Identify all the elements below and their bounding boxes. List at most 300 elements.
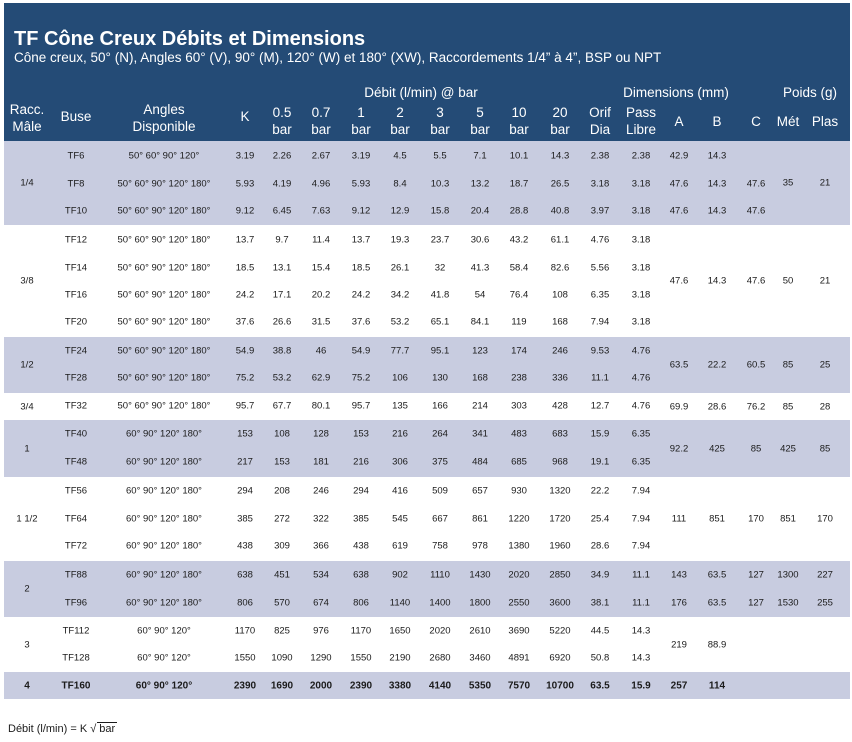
cell-p5: 123 [472, 345, 488, 357]
cell-racc-male: 3/4 [20, 401, 34, 412]
cell-buse: TF160 [61, 680, 91, 692]
cell-p05: 9.7 [275, 234, 289, 246]
cell-group-c: 76.2 [746, 401, 766, 412]
cell-p07: 62.9 [311, 372, 331, 384]
col-p05-line2: bar [272, 122, 292, 137]
cell-p2: 1650 [389, 625, 411, 637]
cell-orif: 12.7 [590, 400, 610, 412]
cell-p20: 428 [552, 400, 568, 412]
cell-p20: 1720 [549, 513, 571, 525]
col-p2-line1: 2 [396, 105, 404, 120]
cell-p2: 3380 [388, 680, 412, 692]
cell-p1: 9.12 [351, 205, 371, 217]
cell-angles: 60° 90° 120° [137, 652, 191, 664]
cell-p1: 2390 [349, 680, 373, 692]
cell-angles: 50° 60° 90° 120° 180° [117, 400, 211, 412]
cell-buse: TF28 [64, 372, 88, 384]
cell-c: 47.6 [746, 205, 766, 217]
cell-p2: 8.4 [393, 178, 407, 190]
cell-p1: 806 [353, 597, 369, 609]
cell-c: 127 [748, 597, 764, 609]
col-p1-line2: bar [351, 122, 371, 137]
col-p07-line2: bar [311, 122, 331, 137]
col-angles-line1: Angles [143, 102, 185, 117]
data-table [4, 141, 850, 700]
cell-group-c: 85 [750, 443, 762, 454]
cell-group-a: 47.6 [669, 275, 689, 287]
cell-pass: 4.76 [631, 400, 651, 412]
cell-p05: 4.19 [272, 178, 292, 190]
cell-p1: 216 [353, 456, 369, 468]
cell-k: 18.5 [235, 262, 255, 274]
cell-group-met: 425 [780, 443, 796, 454]
cell-p5: 13.2 [470, 178, 490, 190]
cell-p07: 11.4 [312, 234, 330, 246]
cell-orif: 50.8 [590, 652, 610, 664]
cell-group-b: 28.6 [707, 401, 727, 412]
cell-p10: 58.4 [509, 262, 529, 274]
cell-p5: 168 [472, 372, 488, 384]
cell-buse: TF88 [64, 569, 88, 581]
cell-plas: 227 [817, 569, 833, 581]
page-subtitle: Cône creux, 50° (N), Angles 60° (V), 90° (M), 120° (W) et 180° (XW), Raccordements 1/4” à 4”, BSP ou NPT [14, 50, 662, 65]
cell-p05: 13.1 [272, 262, 292, 274]
cell-a: 257 [670, 680, 688, 692]
cell-pass: 15.9 [631, 680, 651, 692]
cell-buse: TF72 [64, 540, 88, 552]
cell-p10: 43.2 [509, 234, 529, 246]
cell-p07: 181 [313, 456, 329, 468]
cell-p10: 174 [511, 345, 527, 357]
cell-group-b: 425 [709, 443, 725, 454]
cell-p05: 108 [274, 428, 290, 440]
col-plas: Plas [811, 114, 839, 129]
cell-p10: 303 [511, 400, 527, 412]
cell-p5: 1800 [469, 597, 491, 609]
cell-p20: 2850 [549, 569, 571, 581]
cell-p07: 1290 [310, 652, 332, 664]
cell-group-c: 47.6 [746, 275, 766, 287]
cell-k: 294 [237, 485, 253, 497]
cell-k: 438 [237, 540, 253, 552]
cell-p1: 18.5 [351, 262, 371, 274]
cell-p20: 1960 [549, 540, 571, 552]
cell-p5: 3460 [469, 652, 491, 664]
page-title: TF Cône Creux Débits et Dimensions [14, 28, 366, 50]
cell-group-b: 88.9 [707, 639, 727, 650]
cell-p5: 30.6 [470, 234, 490, 246]
cell-orif: 22.2 [590, 485, 610, 497]
cell-c: 47.6 [746, 178, 766, 190]
cell-pass: 11.1 [632, 597, 650, 609]
cell-group-plas: 170 [817, 513, 833, 525]
cell-p3: 23.7 [430, 234, 450, 246]
cell-p2: 416 [392, 485, 408, 497]
cell-group-c: 60.5 [746, 359, 766, 371]
cell-p2: 2190 [389, 652, 411, 664]
cell-pass: 7.94 [631, 540, 651, 552]
cell-p05: 26.6 [272, 316, 292, 328]
cell-p10: 3690 [508, 625, 530, 637]
cell-p1: 3.19 [351, 150, 371, 162]
cell-p05: 272 [274, 513, 290, 525]
cell-racc-male: 1 1/2 [16, 513, 38, 525]
cell-pass: 6.35 [631, 428, 651, 440]
cell-p20: 82.6 [550, 262, 570, 274]
cell-p3: 758 [432, 540, 448, 552]
cell-orif: 63.5 [590, 680, 610, 692]
col-racc-line1: Racc. [9, 102, 45, 117]
cell-k: 95.7 [235, 400, 255, 412]
cell-pass: 2.38 [631, 150, 651, 162]
cell-p20: 14.3 [550, 150, 570, 162]
cell-p2: 106 [392, 372, 408, 384]
cell-racc-male: 3 [24, 639, 30, 650]
cell-group-a: 219 [671, 639, 687, 650]
cell-p1: 385 [353, 513, 369, 525]
cell-p20: 61.1 [550, 234, 570, 246]
cell-p3: 1400 [429, 597, 451, 609]
cell-c: 127 [748, 569, 764, 581]
sqrt-icon: √ [90, 723, 97, 735]
cell-k: 54.9 [235, 345, 255, 357]
col-orif-line1: Orif [589, 105, 611, 120]
cell-orif: 7.94 [590, 316, 610, 328]
cell-p10: 10.1 [509, 150, 529, 162]
cell-p20: 246 [552, 345, 568, 357]
cell-p2: 135 [392, 400, 408, 412]
cell-racc-male: 2 [24, 583, 30, 595]
cell-orif: 34.9 [590, 569, 610, 581]
col-p2-line2: bar [390, 122, 410, 137]
cell-p1: 24.2 [351, 289, 371, 301]
cell-angles: 50° 60° 90° 120° 180° [117, 178, 211, 190]
col-p10-line2: bar [509, 122, 529, 137]
cell-p20: 1320 [549, 485, 571, 497]
cell-p05: 153 [274, 456, 290, 468]
cell-angles: 60° 90° 120° 180° [126, 456, 202, 468]
cell-p3: 65.1 [430, 316, 450, 328]
cell-group-a: 63.5 [669, 359, 689, 371]
cell-p05: 1090 [271, 652, 293, 664]
cell-pass: 3.18 [631, 178, 651, 190]
cell-angles: 60° 90° 120° [135, 680, 193, 692]
cell-pass: 4.76 [631, 372, 651, 384]
cell-buse: TF48 [64, 456, 88, 468]
cell-p3: 509 [432, 485, 448, 497]
cell-p07: 128 [313, 428, 329, 440]
cell-p5: 5350 [468, 680, 492, 692]
cell-p05: 309 [274, 540, 290, 552]
cell-p07: 246 [313, 485, 329, 497]
cell-buse: TF20 [64, 316, 88, 328]
cell-p1: 638 [353, 569, 369, 581]
cell-group-met: 85 [782, 359, 794, 371]
cell-k: 806 [237, 597, 253, 609]
cell-racc-male: 4 [24, 680, 30, 691]
cell-p1: 1550 [350, 652, 372, 664]
table-header [4, 3, 850, 141]
cell-p3: 15.8 [430, 205, 450, 217]
cell-p10: 18.7 [509, 178, 529, 190]
cell-p1: 294 [353, 485, 369, 497]
cell-p3: 1110 [430, 569, 450, 581]
cell-a: 42.9 [669, 150, 689, 162]
cell-pass: 6.35 [631, 456, 651, 468]
cell-p5: 484 [472, 456, 488, 468]
cell-p5: 978 [472, 540, 488, 552]
cell-p20: 10700 [546, 680, 574, 692]
cell-p07: 20.2 [311, 289, 331, 301]
cell-buse: TF96 [64, 597, 88, 609]
cell-p10: 4891 [508, 652, 530, 664]
cell-p3: 264 [432, 428, 448, 440]
cell-p2: 77.7 [390, 345, 410, 357]
cell-p3: 667 [432, 513, 448, 525]
cell-angles: 50° 60° 90° 120° 180° [117, 289, 211, 301]
cell-p3: 41.8 [430, 289, 450, 301]
cell-p07: 2000 [309, 680, 333, 692]
cell-group-plas: 28 [819, 401, 831, 412]
cell-k: 385 [237, 513, 253, 525]
cell-a: 143 [671, 569, 687, 581]
cell-p10: 238 [511, 372, 527, 384]
cell-p2: 1140 [389, 597, 411, 609]
cell-b: 14.3 [707, 150, 727, 162]
cell-p5: 214 [472, 400, 488, 412]
cell-racc-male: 1/4 [20, 177, 34, 189]
cell-p1: 13.7 [351, 234, 371, 246]
cell-group-met: 35 [782, 177, 794, 189]
flow-formula [8, 722, 117, 735]
cell-b: 114 [708, 680, 726, 692]
cell-group-plas: 21 [819, 275, 831, 287]
cell-p05: 1690 [270, 680, 294, 692]
cell-orif: 6.35 [590, 289, 610, 301]
cell-pass: 3.18 [631, 262, 651, 274]
cell-p20: 336 [552, 372, 568, 384]
cell-p5: 1430 [469, 569, 491, 581]
cell-k: 24.2 [235, 289, 255, 301]
cell-p20: 168 [552, 316, 568, 328]
cell-p07: 322 [313, 513, 329, 525]
cell-orif: 4.76 [590, 234, 610, 246]
cell-buse: TF14 [64, 262, 88, 274]
cell-p05: 208 [274, 485, 290, 497]
cell-k: 9.12 [235, 205, 255, 217]
cell-buse: TF16 [64, 289, 88, 301]
cell-p5: 20.4 [470, 205, 490, 217]
cell-p2: 619 [392, 540, 408, 552]
cell-b: 14.3 [707, 178, 727, 190]
cell-p2: 4.5 [393, 150, 407, 162]
cell-k: 5.93 [235, 178, 255, 190]
col-p20-line2: bar [550, 122, 570, 137]
cell-k: 37.6 [235, 316, 255, 328]
cell-k: 1170 [234, 625, 256, 637]
formula-root: bar [99, 723, 116, 735]
cell-pass: 14.3 [631, 652, 651, 664]
cell-orif: 44.5 [590, 625, 610, 637]
col-angles-line2: Disponible [132, 119, 196, 134]
cell-pass: 7.94 [631, 513, 651, 525]
cell-p2: 902 [392, 569, 408, 581]
cell-group-plas: 25 [819, 359, 831, 371]
cell-p1: 153 [353, 428, 369, 440]
cell-racc-male: 3/8 [20, 275, 34, 287]
cell-buse: TF64 [64, 513, 88, 525]
cell-p20: 5220 [549, 625, 571, 637]
cell-p05: 6.45 [272, 205, 292, 217]
cell-p10: 685 [511, 456, 527, 468]
cell-p5: 657 [472, 485, 488, 497]
cell-a: 47.6 [669, 205, 689, 217]
cell-group-b: 22.2 [707, 359, 727, 371]
cell-p3: 4140 [428, 680, 452, 692]
cell-angles: 60° 90° 120° 180° [126, 569, 202, 581]
cell-p1: 1170 [350, 625, 372, 637]
cell-group-a: 92.2 [669, 443, 689, 454]
cell-met: 1300 [777, 569, 799, 581]
cell-p20: 26.5 [550, 178, 570, 190]
cell-angles: 50° 60° 90° 120° 180° [117, 205, 211, 217]
cell-met: 1530 [777, 597, 799, 609]
cell-p10: 930 [511, 485, 527, 497]
cell-group-plas: 21 [819, 177, 831, 189]
cell-k: 75.2 [235, 372, 255, 384]
cell-angles: 50° 60° 90° 120° 180° [117, 372, 211, 384]
cell-orif: 19.1 [590, 456, 610, 468]
col-p3-line1: 3 [436, 105, 444, 120]
cell-angles: 60° 90° 120° 180° [126, 597, 202, 609]
cell-group-a: 69.9 [669, 401, 689, 412]
cell-p07: 674 [313, 597, 329, 609]
cell-orif: 28.6 [590, 540, 610, 552]
cell-p1: 438 [353, 540, 369, 552]
cell-p3: 2680 [429, 652, 451, 664]
cell-p10: 483 [511, 428, 527, 440]
cell-p3: 2020 [429, 625, 451, 637]
cell-p05: 570 [274, 597, 290, 609]
col-a: A [674, 114, 684, 129]
cell-p10: 7570 [507, 680, 531, 692]
col-pass-line2: Libre [625, 122, 657, 137]
col-p10-line1: 10 [511, 105, 527, 120]
cell-buse: TF32 [64, 400, 88, 412]
cell-p1: 5.93 [351, 178, 371, 190]
cell-angles: 50° 60° 90° 120° 180° [117, 262, 211, 274]
cell-p05: 451 [274, 569, 290, 581]
cell-k: 153 [237, 428, 253, 440]
cell-buse: TF112 [62, 625, 90, 637]
cell-p20: 40.8 [550, 205, 570, 217]
cell-p20: 968 [552, 456, 568, 468]
cell-pass: 11.1 [632, 569, 650, 581]
cell-a: 176 [671, 597, 687, 609]
cell-b: 63.5 [707, 597, 727, 609]
cell-p5: 41.3 [470, 262, 490, 274]
cell-p3: 166 [432, 400, 448, 412]
cell-buse: TF12 [64, 234, 88, 246]
cell-p2: 306 [392, 456, 408, 468]
cell-pass: 3.18 [631, 205, 651, 217]
cell-p2: 216 [392, 428, 408, 440]
cell-racc-male: 1/2 [20, 359, 34, 371]
cell-plas: 255 [817, 597, 833, 609]
cell-p20: 3600 [549, 597, 571, 609]
cell-pass: 3.18 [631, 316, 651, 328]
col-c: C [751, 114, 761, 129]
cell-angles: 50° 60° 90° 120° 180° [117, 316, 211, 328]
cell-orif: 25.4 [590, 513, 610, 525]
formula-prefix: Débit (l/min) = K [8, 723, 88, 735]
cell-group-b: 851 [709, 513, 725, 525]
cell-p1: 54.9 [351, 345, 371, 357]
cell-pass: 7.94 [631, 485, 651, 497]
cell-group-a: 111 [671, 513, 687, 525]
col-pass-line1: Pass [625, 105, 657, 120]
cell-p07: 366 [313, 540, 329, 552]
col-p07-line1: 0.7 [311, 105, 331, 120]
cell-pass: 3.18 [631, 289, 651, 301]
cell-group-b: 14.3 [707, 275, 727, 287]
cell-p10: 76.4 [509, 289, 529, 301]
cell-angles: 50° 60° 90° 120° 180° [117, 345, 211, 357]
cell-p10: 2550 [508, 597, 530, 609]
cell-k: 2390 [233, 680, 257, 692]
cell-pass: 3.18 [631, 234, 651, 246]
cell-p1: 75.2 [351, 372, 371, 384]
cell-p10: 2020 [508, 569, 530, 581]
cell-buse: TF24 [64, 345, 88, 357]
cell-p2: 19.3 [390, 234, 410, 246]
cell-p07: 31.5 [311, 316, 331, 328]
cell-p2: 545 [392, 513, 408, 525]
col-orif-line2: Dia [589, 122, 611, 137]
cell-p07: 15.4 [311, 262, 331, 274]
cell-p07: 7.63 [311, 205, 331, 217]
col-buse: Buse [60, 109, 92, 124]
cell-orif: 11.1 [591, 372, 609, 384]
cell-p3: 375 [432, 456, 448, 468]
cell-p2: 53.2 [390, 316, 410, 328]
cell-buse: TF128 [62, 652, 90, 664]
cell-angles: 50° 60° 90° 120° 180° [117, 234, 211, 246]
weight-group-header: Poids (g) [782, 85, 838, 100]
cell-angles: 60° 90° 120° 180° [126, 513, 202, 525]
cell-p20: 108 [552, 289, 568, 301]
cell-group-c: 170 [748, 513, 764, 525]
col-k: K [240, 109, 250, 124]
cell-buse: TF8 [67, 178, 85, 190]
cell-p5: 341 [472, 428, 488, 440]
cell-k: 3.19 [235, 150, 255, 162]
cell-p05: 17.1 [272, 289, 292, 301]
cell-orif: 2.38 [590, 150, 610, 162]
cell-b: 14.3 [707, 205, 727, 217]
cell-angles: 60° 90° 120° 180° [126, 428, 202, 440]
cell-group-met: 851 [780, 513, 796, 525]
cell-p10: 119 [511, 316, 527, 328]
cell-p5: 2610 [469, 625, 491, 637]
cell-p05: 38.8 [272, 345, 292, 357]
cell-p3: 10.3 [430, 178, 450, 190]
cell-p05: 825 [274, 625, 290, 637]
cell-k: 13.7 [235, 234, 255, 246]
col-p3-line2: bar [430, 122, 450, 137]
cell-p10: 28.8 [509, 205, 529, 217]
cell-k: 217 [237, 456, 253, 468]
